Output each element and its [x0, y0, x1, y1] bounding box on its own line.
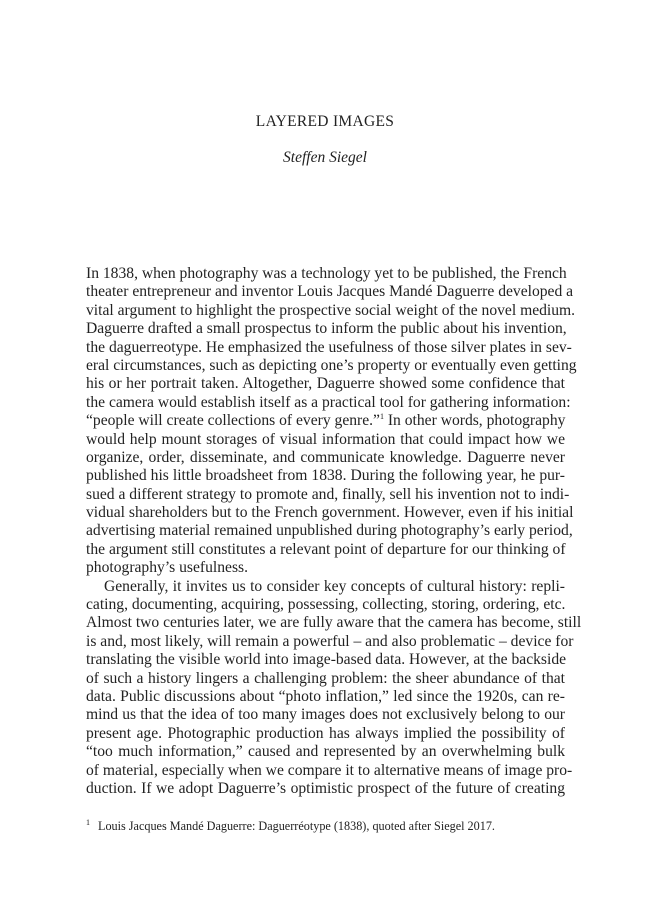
paragraph-1-line: vital argument to highlight the prospective social weight of the novel medium. — [86, 301, 576, 319]
paragraph-1-line: would help mount storages of visual information that could impact how we — [86, 430, 565, 448]
footnote — [86, 818, 565, 834]
paragraph-1-line: the camera would establish itself as a practical tool for gathering information: — [86, 393, 571, 411]
paragraph-1-line: advertising material remained unpublished during photography’s early period, — [86, 522, 573, 540]
quote-text: “people will create collections of every genre.” — [86, 412, 380, 430]
paragraph-2-line: Generally, it invites us to consider key concepts of cultural history: repli- — [104, 577, 565, 595]
paragraph-1-line-with-footnote-ref — [86, 412, 565, 430]
paragraph-1-line: theater entrepreneur and inventor Louis Jacques Mandé Daguerre developed a — [86, 283, 574, 301]
footnote-number: 1 — [86, 817, 90, 827]
paragraph-2-line: cating, documenting, acquiring, possessing, collecting, storing, ordering, etc. — [86, 596, 566, 614]
paragraph-2-line: duction. If we adopt Daguerre’s optimistic prospect of the future of creating — [86, 779, 565, 797]
paragraph-1-line: published his little broadsheet from 1838. During the following year, he pur- — [86, 467, 565, 485]
paragraph-1-line: In 1838, when photography was a technology yet to be published, the French — [86, 265, 567, 282]
paragraph-2-line: translating the visible world into image-based data. However, at the backside — [86, 651, 567, 669]
line-continuation: In other words, photography — [383, 412, 566, 430]
paragraph-1-line: the argument still constitutes a relevant point of departure for our thinking of — [86, 540, 566, 558]
body-text — [86, 265, 582, 798]
paragraph-2-line: mind us that the idea of too many images does not exclusively belong to our — [86, 706, 565, 724]
author-name: Steffen Siegel — [283, 149, 367, 166]
paragraph-1-line: sued a different strategy to promote and, finally, sell his invention not to indi- — [86, 485, 570, 503]
paragraph-2-line: present age. Photographic production has always implied the possibility of — [86, 724, 565, 742]
paragraph-2-line: “too much information,” caused and represented by an overwhelming bulk — [86, 743, 565, 761]
chapter-title: LAYERED IMAGES — [255, 113, 395, 130]
paragraph-1-line: vidual shareholders but to the French government. However, even if his initial — [86, 504, 574, 522]
paragraph-2-line: Almost two centuries later, we are fully aware that the camera has become, still — [86, 614, 582, 632]
paragraph-2-line: data. Public discussions about “photo inflation,” led since the 1920s, can re- — [86, 687, 565, 705]
paragraph-1-line: photography’s usefulness. — [86, 559, 248, 577]
paragraph-1-line: eral circumstances, such as depicting one’s property or eventually even getting — [86, 356, 577, 374]
footnote-text: Louis Jacques Mandé Daguerre: Daguerréotype (1838), quoted after Siegel 2017. — [98, 819, 495, 833]
footnote-reference[interactable]: 1 — [379, 411, 384, 421]
paragraph-2-line: of such a history lingers a challenging problem: the sheer abundance of that — [86, 669, 565, 687]
paragraph-1-line: organize, order, disseminate, and communicate knowledge. Daguerre never — [86, 448, 565, 466]
paragraph-2-line: of material, especially when we compare it to alternative means of image pro- — [86, 761, 573, 779]
paragraph-1-line: the daguerreotype. He emphasized the usefulness of those silver plates in sev- — [86, 338, 572, 356]
paragraph-1-line: Daguerre drafted a small prospectus to inform the public about his invention, — [86, 320, 567, 338]
paragraph-2-line: is and, most likely, will remain a powerful – and also problematic – device for — [86, 632, 574, 650]
paragraph-1-line: his or her portrait taken. Altogether, Daguerre showed some confidence that — [86, 375, 565, 393]
